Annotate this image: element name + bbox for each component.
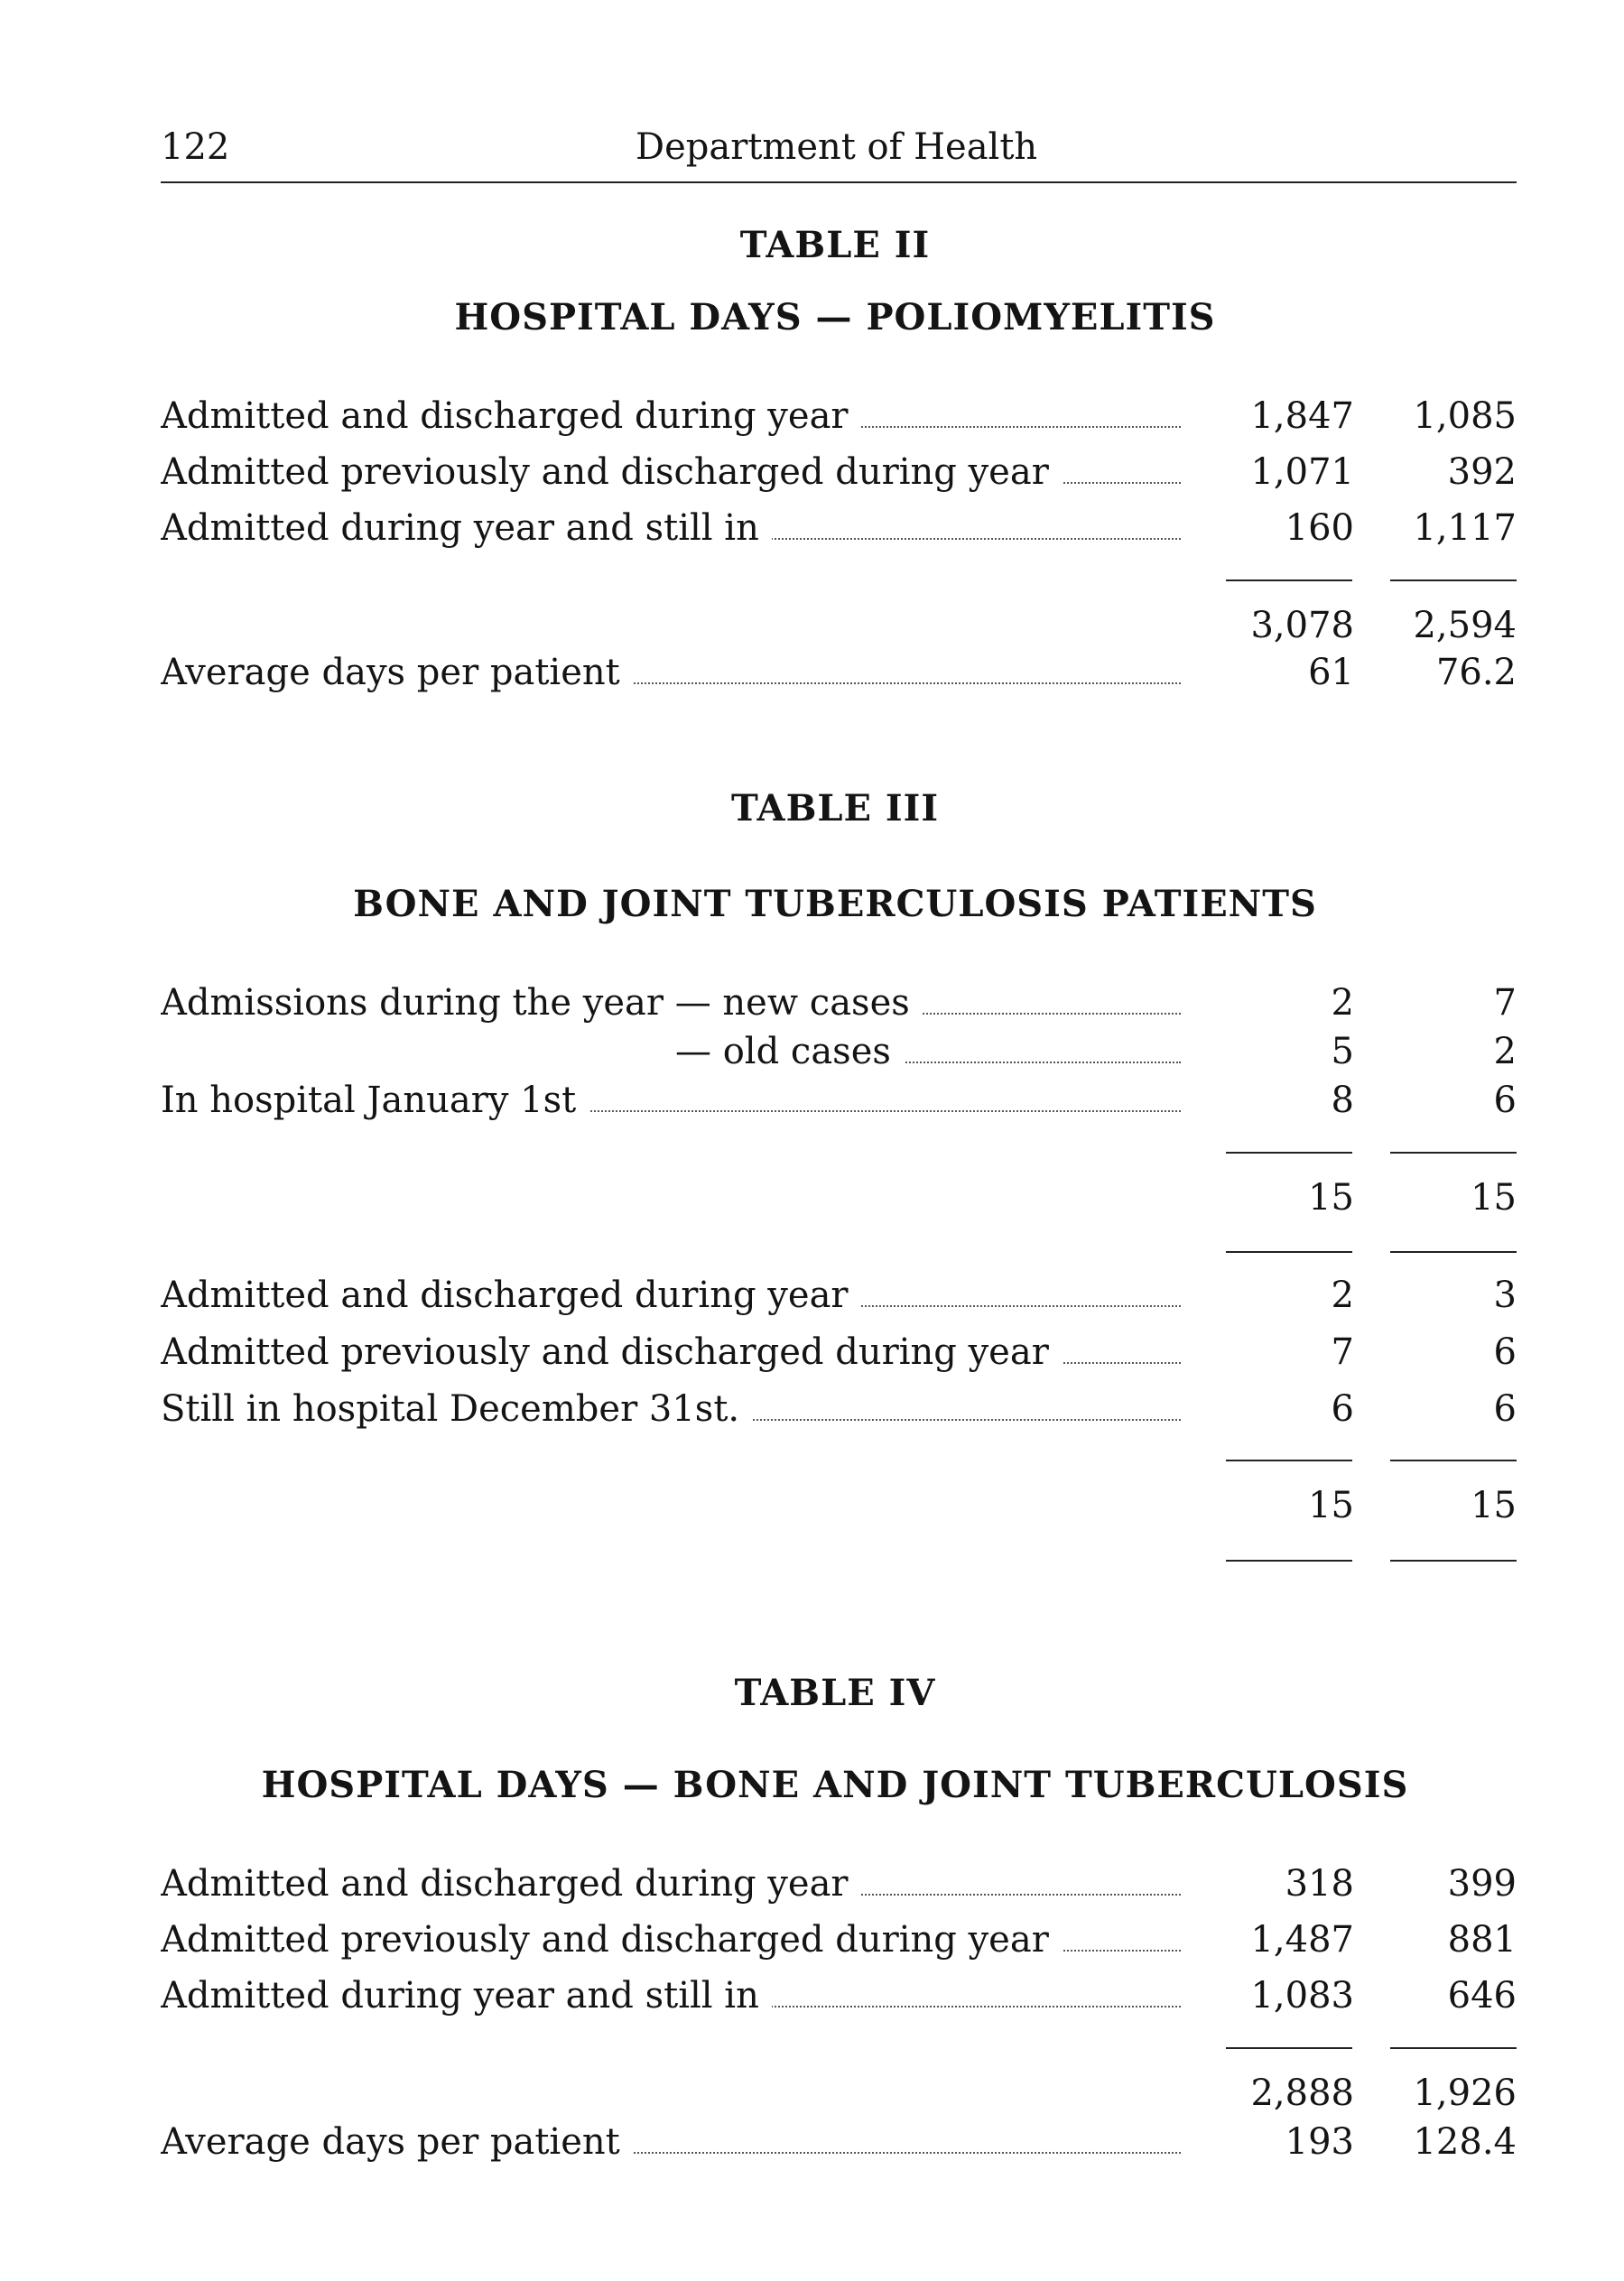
value-col-1: 6 xyxy=(1331,1388,1354,1430)
total-row xyxy=(161,1483,1517,1528)
total-row xyxy=(161,603,1517,648)
subtotal-rule xyxy=(1226,1152,1352,1154)
row-label: Admitted previously and discharged during year xyxy=(161,1331,1062,1373)
value-col-1: 2 xyxy=(1331,1275,1354,1316)
table-3-title: BONE AND JOINT TUBERCULOSIS PATIENTS xyxy=(353,883,1317,925)
value-col-1: 1,071 xyxy=(1250,451,1354,493)
table-row xyxy=(161,1973,1517,2018)
row-label: Average days per patient xyxy=(161,2121,633,2163)
total-rule xyxy=(1226,1560,1352,1562)
total-rule xyxy=(1390,1251,1517,1253)
row-label: — old cases xyxy=(675,1031,904,1072)
value-col-2: 2 xyxy=(1493,1031,1517,1072)
row-label: In hospital January 1st xyxy=(161,1080,589,1121)
value-col-1: 61 xyxy=(1308,652,1354,693)
value-col-2: 76.2 xyxy=(1435,652,1517,693)
value-col-2: 392 xyxy=(1447,451,1517,493)
table-row xyxy=(161,1386,1517,1432)
total-col-1: 15 xyxy=(1308,1485,1354,1526)
row-label: Admitted previously and discharged during year xyxy=(161,451,1062,493)
table-row xyxy=(161,394,1517,439)
subtotal-rule xyxy=(1390,2047,1517,2049)
row-label: Admitted and discharged during year xyxy=(161,1275,861,1316)
table-row xyxy=(161,505,1517,551)
value-col-1: 318 xyxy=(1285,1863,1354,1905)
total-col-2: 2,594 xyxy=(1413,605,1517,646)
value-col-1: 2 xyxy=(1331,982,1354,1024)
total-col-2: 1,926 xyxy=(1413,2072,1517,2114)
table-row xyxy=(161,1917,1517,1962)
total-col-2: 15 xyxy=(1471,1177,1517,1219)
value-col-1: 1,847 xyxy=(1250,395,1354,437)
total-rule xyxy=(1226,1251,1352,1253)
table-2-title: HOSPITAL DAYS — POLIOMYELITIS xyxy=(454,296,1216,338)
value-col-1: 193 xyxy=(1285,2121,1354,2163)
value-col-1: 1,487 xyxy=(1250,1919,1354,1961)
total-col-1: 2,888 xyxy=(1250,2072,1354,2114)
page-number: 122 xyxy=(161,126,230,168)
total-col-1: 3,078 xyxy=(1250,605,1354,646)
row-label: Admitted and discharged during year xyxy=(161,395,861,437)
subtotal-rule xyxy=(1226,1460,1352,1461)
table-row xyxy=(161,450,1517,495)
value-col-2: 6 xyxy=(1493,1080,1517,1121)
total-row xyxy=(161,2071,1517,2116)
value-col-1: 8 xyxy=(1331,1080,1354,1121)
value-col-1: 1,083 xyxy=(1250,1975,1354,2017)
row-label: Admitted during year and still in xyxy=(161,1975,772,2017)
table-3-label: TABLE III xyxy=(730,787,940,830)
subtotal-rule xyxy=(1390,580,1517,581)
table-row xyxy=(161,1330,1517,1375)
value-col-2: 6 xyxy=(1493,1388,1517,1430)
average-row xyxy=(161,650,1517,695)
value-col-1: 5 xyxy=(1331,1031,1354,1072)
subtotal-rule xyxy=(1226,580,1352,581)
value-col-1: 160 xyxy=(1285,507,1354,549)
table-row xyxy=(161,1861,1517,1906)
total-col-1: 15 xyxy=(1308,1177,1354,1219)
subtotal-rule xyxy=(1390,1460,1517,1461)
value-col-2: 1,085 xyxy=(1413,395,1517,437)
row-label: Admissions during the year — new cases xyxy=(161,982,923,1024)
running-head: Department of Health xyxy=(636,126,1038,168)
row-label: Still in hospital December 31st. xyxy=(161,1388,752,1430)
value-col-2: 7 xyxy=(1493,982,1517,1024)
header-rule xyxy=(161,181,1517,183)
subtotal-rule xyxy=(1226,2047,1352,2049)
total-col-2: 15 xyxy=(1471,1485,1517,1526)
value-col-2: 128.4 xyxy=(1413,2121,1517,2163)
table-row xyxy=(161,1273,1517,1318)
row-label: Admitted and discharged during year xyxy=(161,1863,861,1905)
table-row xyxy=(161,1029,1517,1074)
value-col-2: 399 xyxy=(1447,1863,1517,1905)
table-row xyxy=(161,980,1517,1025)
value-col-2: 6 xyxy=(1493,1331,1517,1373)
row-label: Admitted previously and discharged during year xyxy=(161,1919,1062,1961)
value-col-1: 7 xyxy=(1331,1331,1354,1373)
total-row xyxy=(161,1175,1517,1220)
table-row xyxy=(161,1078,1517,1123)
row-label: Average days per patient xyxy=(161,652,633,693)
value-col-2: 881 xyxy=(1447,1919,1517,1961)
total-rule xyxy=(1390,1560,1517,1562)
value-col-2: 1,117 xyxy=(1413,507,1517,549)
table-2-label: TABLE II xyxy=(739,224,931,266)
table-4-label: TABLE IV xyxy=(734,1672,936,1714)
value-col-2: 3 xyxy=(1493,1275,1517,1316)
average-row xyxy=(161,2119,1517,2165)
subtotal-rule xyxy=(1390,1152,1517,1154)
value-col-2: 646 xyxy=(1447,1975,1517,2017)
table-4-title: HOSPITAL DAYS — BONE AND JOINT TUBERCULOSIS xyxy=(261,1764,1409,1806)
row-label: Admitted during year and still in xyxy=(161,507,772,549)
